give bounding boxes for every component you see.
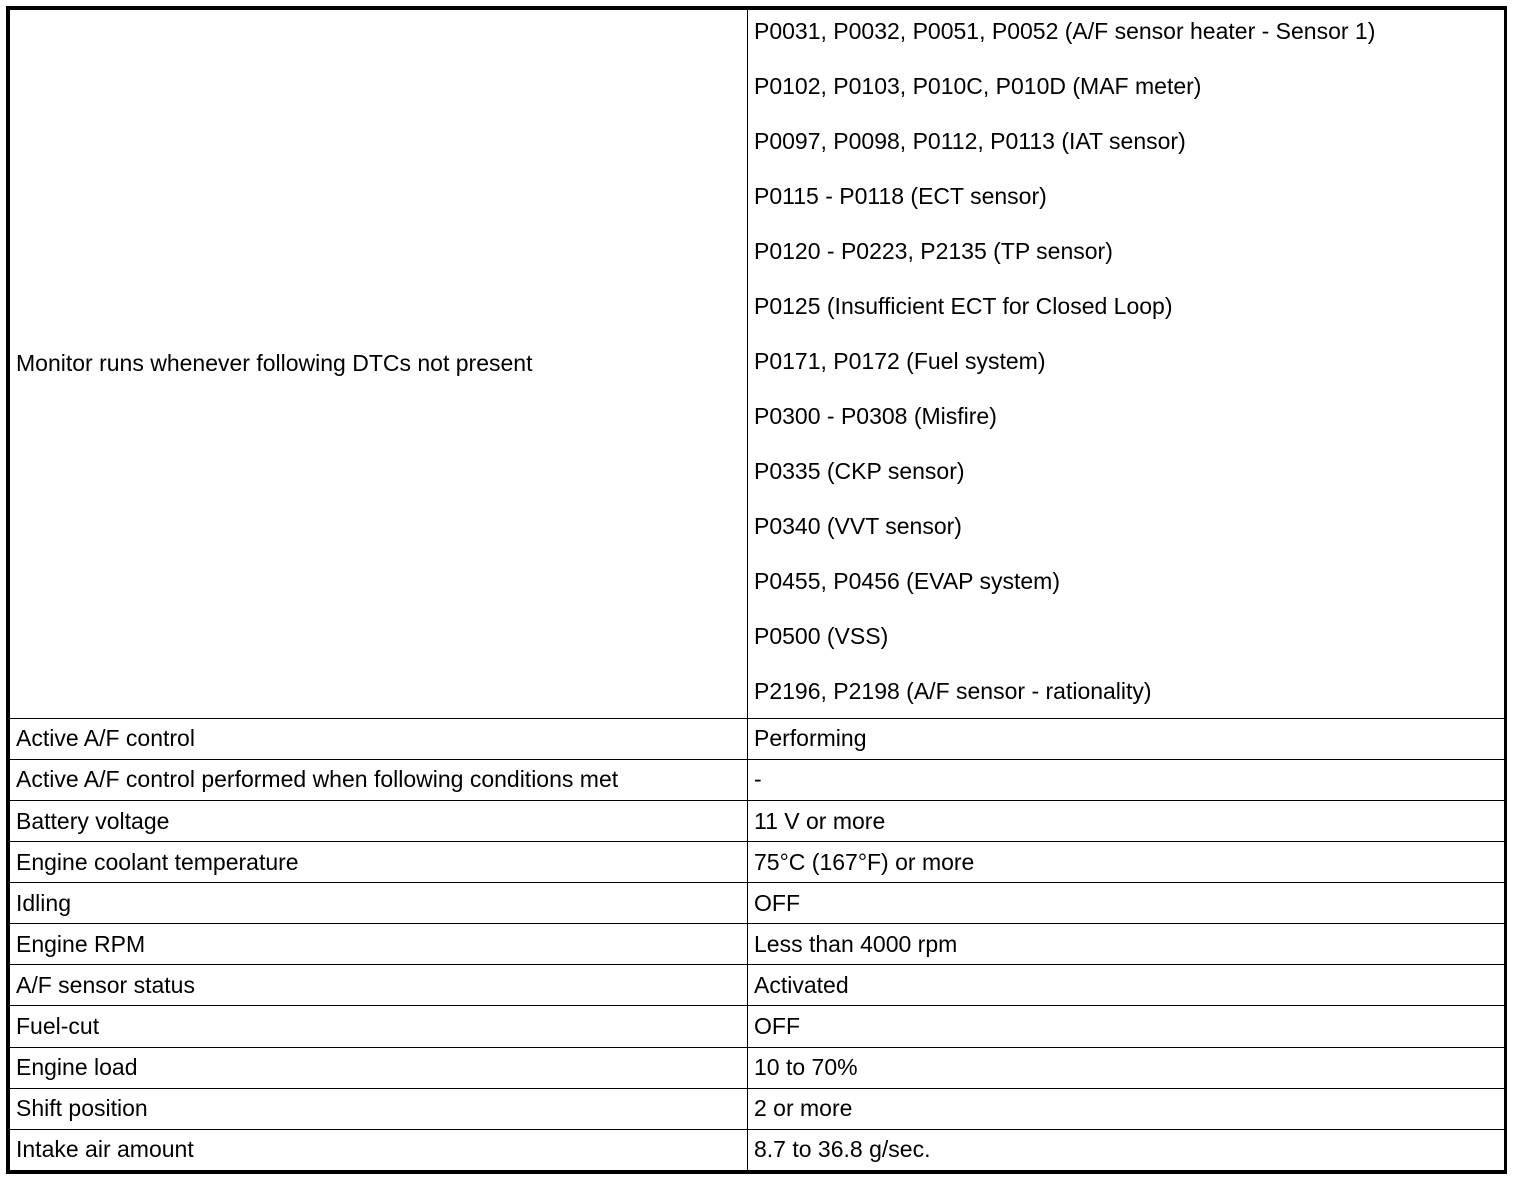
condition-value: Performing [748,718,1505,759]
condition-label: Shift position [10,1088,748,1129]
condition-label: Battery voltage [10,801,748,842]
monitor-dtc-label: Monitor runs whenever following DTCs not present [10,10,748,719]
condition-value: 11 V or more [748,801,1505,842]
table-row [10,924,1505,965]
condition-value: Less than 4000 rpm [748,924,1505,965]
dtc-item: P0102, P0103, P010C, P010D (MAF meter) [754,73,1202,99]
dtc-item: P0500 (VSS) [754,623,889,649]
dtc-item: P0031, P0032, P0051, P0052 (A/F sensor heater - Sensor 1) [754,18,1376,44]
dtc-item: P0171, P0172 (Fuel system) [754,348,1046,374]
dtc-item: P0120 - P0223, P2135 (TP sensor) [754,238,1113,264]
table-row [10,759,1505,800]
table-row [10,801,1505,842]
dtc-item: P0300 - P0308 (Misfire) [754,403,997,429]
condition-value: - [748,759,1505,800]
table-row [10,1006,1505,1047]
condition-label: Engine load [10,1047,748,1088]
condition-label: Engine RPM [10,924,748,965]
condition-value: OFF [748,1006,1505,1047]
condition-value: 2 or more [748,1088,1505,1129]
condition-label: Idling [10,883,748,924]
table-row [10,842,1505,883]
condition-label: Fuel-cut [10,1006,748,1047]
condition-label: Engine coolant temperature [10,842,748,883]
dtc-item: P0115 - P0118 (ECT sensor) [754,183,1047,209]
table-row [10,965,1505,1006]
condition-value: 10 to 70% [748,1047,1505,1088]
dtc-item: P0340 (VVT sensor) [754,513,962,539]
conditions-table-frame [6,6,1507,1174]
dtc-item: P0097, P0098, P0112, P0113 (IAT sensor) [754,128,1186,154]
condition-value: 8.7 to 36.8 g/sec. [748,1129,1505,1170]
dtc-item: P0455, P0456 (EVAP system) [754,568,1060,594]
dtc-item: P2196, P2198 (A/F sensor - rationality) [754,678,1152,704]
table-row [10,1129,1505,1170]
dtc-list [754,18,1498,710]
monitor-conditions-table [9,9,1505,1171]
table-row [10,1047,1505,1088]
condition-label: Intake air amount [10,1129,748,1170]
condition-label: Active A/F control performed when following conditions met [10,759,748,800]
dtc-item: P0335 (CKP sensor) [754,458,965,484]
table-row [10,883,1505,924]
table-row-dtc-prerequisites [10,10,1505,719]
condition-value: OFF [748,883,1505,924]
condition-label: Active A/F control [10,718,748,759]
condition-value: Activated [748,965,1505,1006]
dtc-item: P0125 (Insufficient ECT for Closed Loop) [754,293,1173,319]
dtc-list-cell [748,10,1505,719]
table-row [10,718,1505,759]
table-row [10,1088,1505,1129]
condition-label: A/F sensor status [10,965,748,1006]
condition-value: 75°C (167°F) or more [748,842,1505,883]
